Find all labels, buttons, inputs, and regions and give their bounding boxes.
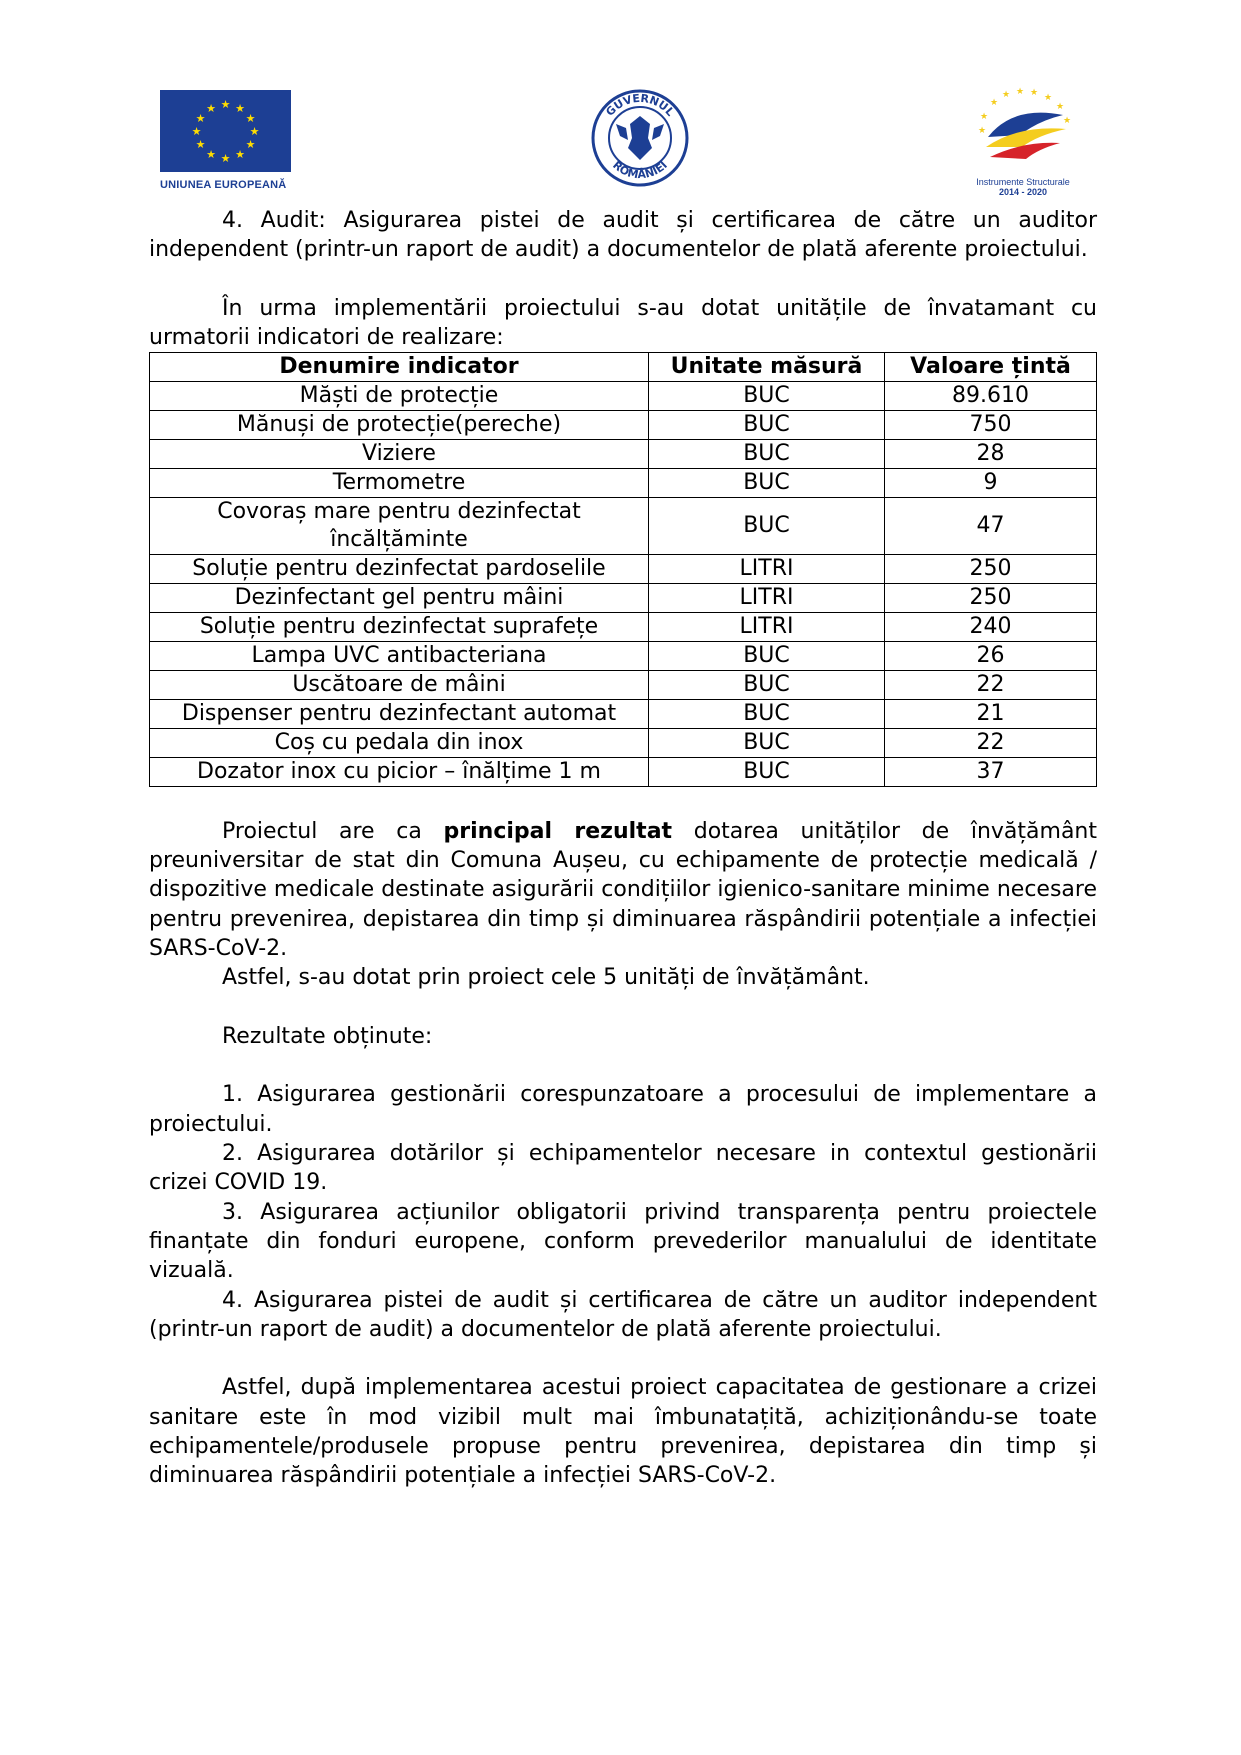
- indicator-name: Covoraș mare pentru dezinfectat încălțăminte: [150, 498, 649, 555]
- result-item-3: 3. Asigurarea acțiunilor obligatorii privind transparența pentru proiectele finanțate din fonduri europene, conform prevederilor manualului de identitate vizuală.: [149, 1199, 1097, 1284]
- svg-text:★: ★: [990, 98, 999, 108]
- eu-flag-icon: [160, 90, 291, 172]
- svg-text:★: ★: [980, 112, 989, 122]
- indicator-name: Dezinfectant gel pentru mâini: [150, 584, 649, 613]
- table-row: [150, 671, 1097, 700]
- structural-instruments-icon: [968, 85, 1078, 171]
- svg-text:★: ★: [195, 138, 206, 151]
- table-row: [150, 613, 1097, 642]
- indicator-unit: BUC: [649, 758, 885, 787]
- government-seal: [590, 88, 690, 188]
- indicator-unit: BUC: [649, 411, 885, 440]
- conclusion-paragraph: Astfel, după implementarea acestui proiect capacitatea de gestionare a crizei sanitare este în mod vizibil mult mai îmbunatațită, achiziționându-se toate echipamentele/produsele propuse pentru prevenirea, depistarea din timp și diminuarea răspândirii potențiale a infecției SARS-CoV-2.: [149, 1375, 1097, 1489]
- header-target-value: Valoare țintă: [885, 353, 1097, 382]
- indicator-name: Termometre: [150, 469, 649, 498]
- table-row: [150, 758, 1097, 787]
- table-row: [150, 555, 1097, 584]
- indicator-unit: BUC: [649, 642, 885, 671]
- svg-text:★: ★: [245, 138, 256, 151]
- indicator-name: Coș cu pedala din inox: [150, 729, 649, 758]
- header-indicator-name: Denumire indicator: [150, 353, 649, 382]
- svg-text:★: ★: [1044, 93, 1053, 103]
- indicator-value: 21: [885, 700, 1097, 729]
- spacer: [149, 993, 1097, 1022]
- main-result-bold: principal rezultat: [443, 818, 673, 844]
- spacer: [149, 1051, 1097, 1080]
- table-row: [150, 498, 1097, 555]
- structural-instruments-logo: [968, 85, 1078, 197]
- units-sentence: Astfel, s-au dotat prin proiect cele 5 unități de învățământ.: [222, 965, 870, 991]
- svg-text:★: ★: [235, 102, 245, 115]
- indicator-unit: BUC: [649, 671, 885, 700]
- indicator-value: 240: [885, 613, 1097, 642]
- table-row: [150, 642, 1097, 671]
- indicator-unit: BUC: [649, 498, 885, 555]
- romanian-government-seal-icon: [590, 88, 690, 188]
- indicator-value: 37: [885, 758, 1097, 787]
- indicator-value: 22: [885, 671, 1097, 700]
- is-caption-line1: Instrumente Structurale: [976, 177, 1070, 187]
- main-result-before: Proiectul are ca: [222, 818, 444, 844]
- seal-ring-text: GUVERNUL: [603, 91, 677, 119]
- indicator-name: Soluție pentru dezinfectat pardoselile: [150, 555, 649, 584]
- result-item-1: 1. Asigurarea gestionării corespunzatoare a procesului de implementare a proiectului.: [149, 1082, 1097, 1137]
- table-row: [150, 382, 1097, 411]
- svg-text:★: ★: [245, 112, 256, 125]
- indicator-value: 750: [885, 411, 1097, 440]
- indicator-value: 26: [885, 642, 1097, 671]
- indicator-value: 9: [885, 469, 1097, 498]
- indicator-unit: BUC: [649, 729, 885, 758]
- indicator-unit: BUC: [649, 440, 885, 469]
- result-item-2: 2. Asigurarea dotărilor și echipamentelor necesare in contextul gestionării crizei COVID 19.: [149, 1141, 1097, 1196]
- table-row: [150, 700, 1097, 729]
- table-header-row: [150, 353, 1097, 382]
- indicator-name: Mănuși de protecție(pereche): [150, 411, 649, 440]
- eu-caption: UNIUNEA EUROPEANĂ: [160, 179, 287, 191]
- spacer: [149, 265, 1097, 294]
- indicator-value: 89.610: [885, 382, 1097, 411]
- svg-text:★: ★: [191, 125, 202, 138]
- header-unit: Unitate măsură: [649, 353, 885, 382]
- indicator-value: 250: [885, 584, 1097, 613]
- svg-text:★: ★: [1056, 102, 1065, 112]
- svg-text:★: ★: [220, 152, 231, 165]
- indicator-value: 22: [885, 729, 1097, 758]
- document-body: [149, 206, 1097, 1491]
- svg-text:★: ★: [1030, 88, 1039, 98]
- table-row: [150, 411, 1097, 440]
- indicator-name: Lampa UVC antibacteriana: [150, 642, 649, 671]
- main-result-after: dotarea unităților de învățământ preuniversitar de stat din Comuna Aușeu, cu echipamente de protecție medicală / dispozitive medicale destinate asigurării condițiilor igienico-sanitare minime necesare pentru prevenirea, depistarea din timp și diminuarea răspândirii potențiale a infecției SARS-CoV-2.: [149, 818, 1097, 961]
- table-row: [150, 729, 1097, 758]
- indicator-name: Uscătoare de mâini: [150, 671, 649, 700]
- eu-logo: [160, 90, 295, 198]
- main-result-paragraph: [149, 817, 1097, 963]
- indicator-value: 47: [885, 498, 1097, 555]
- indicator-value: 250: [885, 555, 1097, 584]
- svg-text:★: ★: [206, 148, 216, 161]
- indicator-name: Viziere: [150, 440, 649, 469]
- indicator-unit: BUC: [649, 700, 885, 729]
- svg-text:★: ★: [978, 126, 987, 136]
- is-caption-line2: 2014 - 2020: [998, 187, 1048, 197]
- indicator-name: Dispenser pentru dezinfectant automat: [150, 700, 649, 729]
- eu-stars-icon: [160, 90, 291, 172]
- indicator-name: Măști de protecție: [150, 382, 649, 411]
- svg-text:★: ★: [195, 112, 206, 125]
- indicator-name: Soluție pentru dezinfectat suprafețe: [150, 613, 649, 642]
- svg-text:★: ★: [1002, 90, 1011, 100]
- indicator-unit: BUC: [649, 469, 885, 498]
- svg-text:★: ★: [1063, 116, 1072, 126]
- svg-text:★: ★: [249, 125, 260, 138]
- indicator-value: 28: [885, 440, 1097, 469]
- indicator-unit: BUC: [649, 382, 885, 411]
- structural-instruments-caption: [968, 177, 1078, 197]
- audit-item: 4. Audit: Asigurarea pistei de audit și certificarea de către un auditor independent (printr-un raport de audit) a documentelor de plată aferente proiectului.: [149, 208, 1097, 263]
- indicator-unit: LITRI: [649, 584, 885, 613]
- indicator-unit: LITRI: [649, 555, 885, 584]
- result-item-4: 4. Asigurarea pistei de audit și certificarea de către un auditor independent (printr-un raport de audit) a documentelor de plată aferente proiectului.: [149, 1287, 1097, 1342]
- svg-text:★: ★: [235, 148, 245, 161]
- table-row: [150, 469, 1097, 498]
- svg-text:★: ★: [206, 102, 216, 115]
- indicator-name: Dozator inox cu picior – înălțime 1 m: [150, 758, 649, 787]
- indicators-table: [149, 352, 1097, 787]
- spacer: [149, 1344, 1097, 1373]
- svg-text:★: ★: [220, 98, 231, 111]
- results-heading: Rezultate obținute:: [222, 1023, 433, 1049]
- page-header: [0, 0, 1241, 200]
- seal-ring-text: ROMÂNIEI: [610, 158, 670, 182]
- table-row: [150, 440, 1097, 469]
- spacer: [149, 787, 1097, 816]
- indicators-lead: În urma implementării proiectului s-au dotat unitățile de învatamant cu urmatorii indicatori de realizare:: [149, 295, 1097, 351]
- indicator-unit: LITRI: [649, 613, 885, 642]
- svg-text:★: ★: [1016, 87, 1025, 97]
- table-row: [150, 584, 1097, 613]
